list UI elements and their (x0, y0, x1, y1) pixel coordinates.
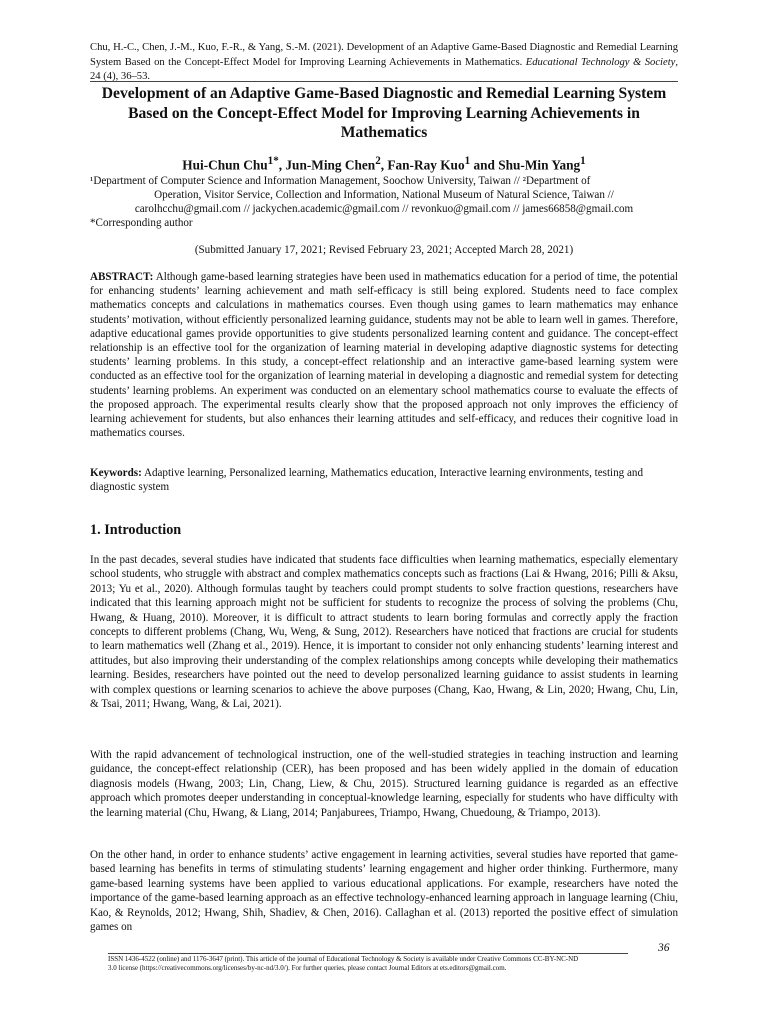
journal-name: Educational Technology & Society (525, 56, 676, 68)
body-paragraph: With the rapid advancement of technological instruction, one of the well-studied strategies in teaching instruction and learning guidance, the concept-effect relationship (CER), has been proposed and has been widely applied in the domain of education diagnosis models (Hwang, 2003; Lin, Chang, Liew, & Chu, 2015). Structured learning guidance is regarded as an effective approach which promotes deeper understanding in conceptual-knowledge learning, especially for students who have difficulty with the learning material (Chu, Hwang, & Liang, 2014; Panjaburees, Triampo, Hwang, Chuedoung, & Triampo, 2013). (90, 749, 678, 819)
author-name: Jun-Ming Chen (285, 157, 376, 173)
author-superscript: 1 (580, 155, 586, 167)
author-separator: , (278, 157, 286, 173)
abstract-label: ABSTRACT: (90, 271, 154, 283)
page-number: 36 (658, 942, 670, 954)
author-separator: , (380, 157, 388, 173)
keywords-label: Keywords: (90, 467, 142, 479)
affiliations (90, 174, 678, 230)
author-emails: carolhcchu@gmail.com // jackychen.academic@gmail.com // revonkuo@gmail.com // james66858@gmail.com (134, 203, 634, 215)
citation-volume: , 24 (4), 36–53. (90, 56, 678, 82)
body-paragraph: On the other hand, in order to enhance students’ active engagement in learning activities, several studies have reported that game-based learning has benefits in terms of stimulating students’ learning engagement and higher order thinking. Furthermore, many game-based learning systems have been applied to various educational applications. For example, researchers have noted the importance of the game-based learning approach as an effective technology-enhanced learning approach in language learning (Chiu, Kao, & Reynolds, 2012; Hwang, Shih, Shadiev, & Chen, 2016). Callaghan et al. (2013) reported the positive effect of simulation games on (90, 849, 678, 934)
affiliation-line: ¹Department of Computer Science and Information Management, Soochow University, Taiwan // ²Department of (90, 175, 591, 187)
header-rule (90, 81, 678, 82)
citation-header (90, 41, 678, 85)
author-superscript: 2 (375, 155, 381, 167)
keywords-text: Adaptive learning, Personalized learning, Mathematics education, Interactive learning environments, testing and diagnostic system (90, 467, 643, 494)
author-name: Shu-Min Yang (498, 157, 581, 173)
author-separator: and (470, 157, 499, 173)
body-paragraph: In the past decades, several studies have indicated that students face difficulties when learning mathematics, especially elementary school students, who struggle with abstract and complex mathematics concepts such as fractions (Lai & Hwang, 2016; Pilli & Aksu, 2013; Yu et al., 2020). Although formulas taught by teachers could prompt students to solve fraction questions, researchers have indicated that this learning approach might not be sufficient for students to recognize the process of solving the problems (Chu, Hwang, & Huang, 2010). Moreover, it is difficult to attract students to learn boring formulas and correctly apply the fraction concepts to different problems (Chang, Wu, Weng, & Sung, 2012). Researchers have noticed that fractions are crucial for students to learn mathematics well (Zhang et al., 2019). Hence, it is important to consider not only enhancing students’ learning interest and attitudes, but also improving their understanding of the complex relationships among concepts while developing their mathematics learning. Besides, researchers have pointed out the need to develop personalized learning guidance to assist students in learning with complex questions or learning scenarios to achieve the above purposes (Chang, Kao, Hwang, & Lin, 2020; Hwang, Chu, Lin, & Tsai, 2011; Hwang, Wang, & Lai, 2021). (90, 554, 678, 711)
submission-dates: (Submitted January 17, 2021; Revised February 23, 2021; Accepted March 28, 2021) (194, 244, 574, 256)
author-superscript: 1 (464, 155, 471, 167)
abstract-text: Although game-based learning strategies have been used in mathematics education for a period of time, the potential for enhancing students’ learning achievement and math self-efficacy is still being explored. Students need to face complex mathematics concepts and calculations in mathematics courses. Even though using games to learn mathematics may enhance students’ motivation, without efficiently personalized learning guidance, students may not be able to learn well in games. Therefore, adaptive educational games provide opportunities to give students personalized learning content and guidance. The concept-effect relationship is an effective tool for the organization of learning material in developing adaptive diagnostic systems for detecting students’ learning problems. In this study, a concept-effect relationship and an interactive game-based learning system were conducted as an effective tool for the organization of learning material in developing a diagnostic and remedial system for detecting students’ learning problems. An experiment was conducted on an elementary school mathematics course to evaluate the effects of the proposed approach. The experimental results clearly show that the proposed approach not only improves the efficiency of learning achievement for students, but also enhances their learning attitudes and self-efficacy, and reduces their cognitive load in mathematics courses. (90, 271, 678, 440)
author-list (90, 155, 678, 173)
author-name: Fan-Ray Kuo (387, 157, 465, 173)
paper-title: Development of an Adaptive Game-Based Diagnostic and Remedial Learning System Based on the Concept-Effect Model for Improving Learning Achievements in Mathematics (101, 85, 667, 141)
affiliation-line: Operation, Visitor Service, Collection and Information, National Museum of Natural Science, Taiwan // (154, 189, 614, 201)
citation-text: Chu, H.-C., Chen, J.-M., Kuo, F.-R., & Yang, S.-M. (2021). Development of an Adaptive Game-Based Diagnostic and Remedial Learning System Based on the Concept-Effect Model for Improving Learning Achievements in Mathematics. (90, 42, 678, 68)
section-heading: 1. Introduction (90, 522, 182, 538)
footnote-line: ISSN 1436-4522 (online) and 1176-3647 (print). This article of the journal of Educational Technology & Society is available under Creative Commons CC-BY-NC-ND (108, 955, 579, 963)
author-name: Hui-Chun Chu (182, 157, 268, 173)
footnote-rule (108, 953, 628, 954)
footnote-line: 3.0 license (https://creativecommons.org/licenses/by-nc-nd/3.0/). For further queries, please contact Journal Editors at ets.editors@gmail.com. (108, 964, 507, 972)
license-footnote (108, 955, 648, 973)
corresponding-author-note: *Corresponding author (90, 217, 193, 229)
keywords (90, 466, 678, 494)
abstract (90, 270, 678, 440)
author-superscript: 1* (267, 155, 279, 167)
